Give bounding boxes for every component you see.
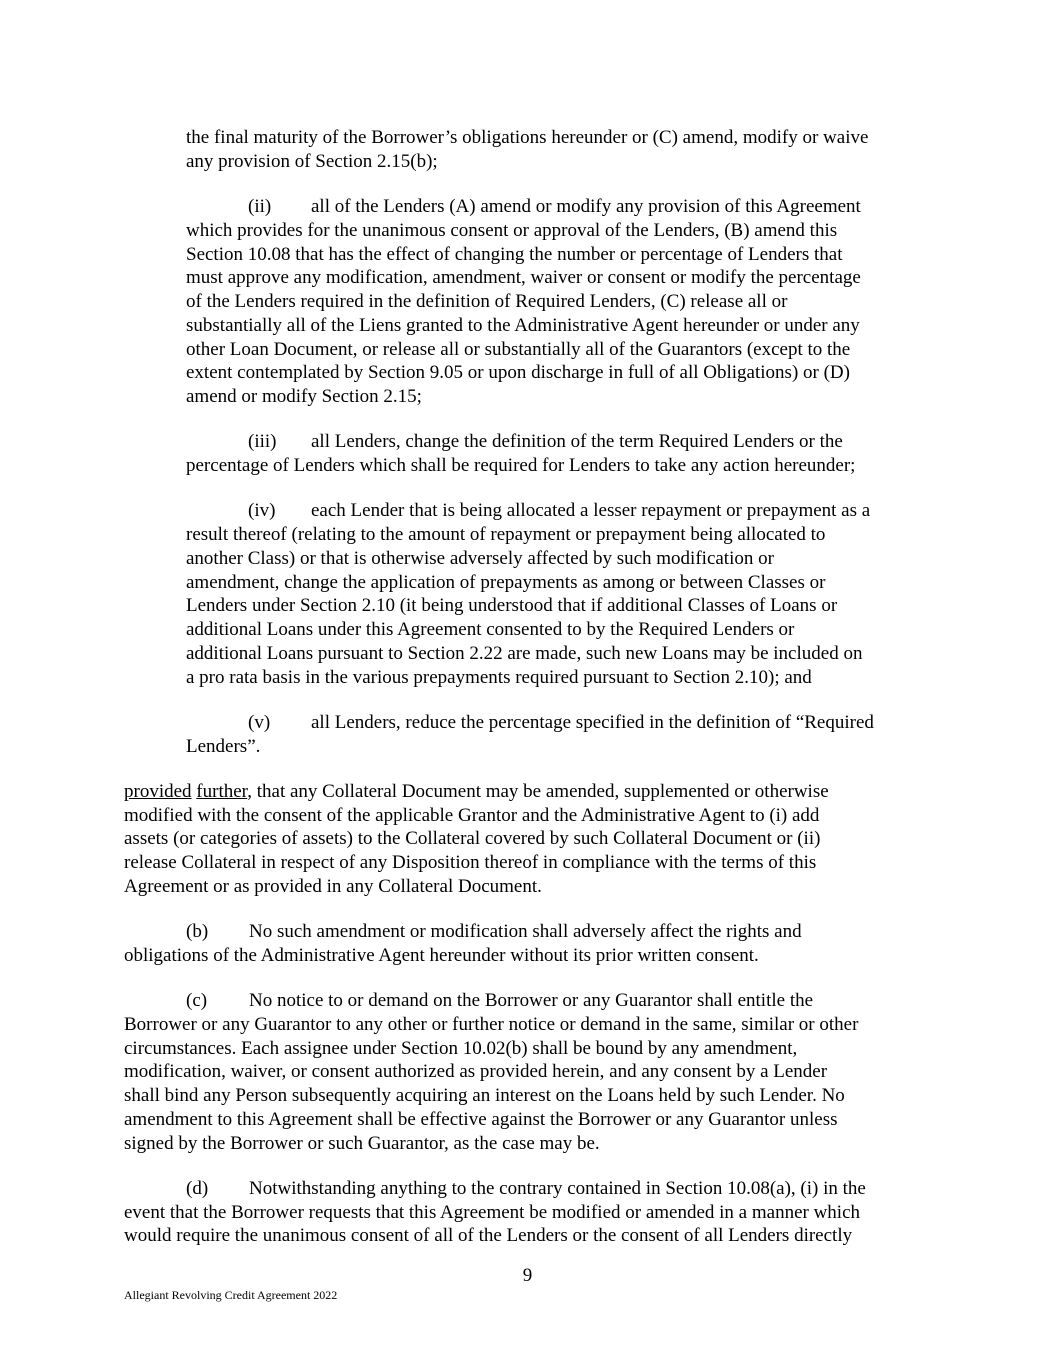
text-line bbox=[124, 243, 944, 267]
line-text: No such amendment or modification shall adversely affect the rights and bbox=[249, 921, 802, 942]
line-text: additional Loans pursuant to Section 2.22 are made, such new Loans may be included on bbox=[186, 642, 863, 664]
line-text: would require the unanimous consent of all of the Lenders or the consent of all Lenders directly bbox=[124, 1225, 853, 1247]
proviso-text: , that any Collateral Document may be amended, supplemented or otherwise bbox=[247, 780, 829, 802]
text-line bbox=[124, 804, 944, 828]
text-line bbox=[124, 827, 944, 851]
document-body bbox=[124, 126, 944, 1270]
text-line bbox=[124, 1177, 944, 1201]
line-text: Section 10.08 that has the effect of changing the number or percentage of Lenders that bbox=[186, 243, 843, 265]
line-text: circumstances. Each assignee under Section 10.02(b) shall be bound by any amendment, bbox=[124, 1037, 798, 1059]
text-line bbox=[124, 851, 944, 875]
text-line bbox=[124, 499, 944, 523]
clause-label: (d) bbox=[186, 1177, 209, 1199]
text-line bbox=[124, 314, 944, 338]
clause-label: (iii) bbox=[248, 431, 277, 453]
line-text: percentage of Lenders which shall be required for Lenders to take any action hereunder; bbox=[186, 455, 856, 476]
text-line bbox=[124, 1201, 944, 1225]
text-line bbox=[124, 711, 944, 735]
line-text: No notice to or demand on the Borrower or any Guarantor shall entitle the bbox=[249, 990, 814, 1011]
clause-label: (ii) bbox=[248, 196, 272, 217]
text-line bbox=[124, 780, 944, 804]
text-line bbox=[124, 523, 944, 547]
text-line bbox=[124, 1108, 944, 1132]
page-number: 9 bbox=[522, 1265, 533, 1286]
line-text: extent contemplated by Section 9.05 or upon discharge in full of all Obligations) or (D) bbox=[186, 362, 850, 384]
clause-label: (v) bbox=[248, 711, 271, 733]
text-line bbox=[124, 361, 944, 385]
line-text: release Collateral in respect of any Disposition thereof in compliance with the terms of this bbox=[124, 852, 817, 873]
clause-label: (c) bbox=[186, 990, 208, 1011]
line-text: which provides for the unanimous consent or approval of the Lenders, (B) amend this bbox=[186, 219, 838, 241]
text-line bbox=[124, 150, 944, 174]
text-line bbox=[124, 290, 944, 314]
text-line bbox=[124, 618, 944, 642]
line-text: shall bind any Person subsequently acquiring an interest on the Loans held by such Lender. No bbox=[124, 1085, 845, 1106]
paragraph bbox=[124, 780, 944, 899]
line-text: modification, waiver, or consent authorized as provided herein, and any consent by a Lender bbox=[124, 1061, 828, 1083]
line-text: any provision of Section 2.15(b); bbox=[186, 150, 438, 172]
text-line bbox=[124, 454, 944, 478]
line-text: of the Lenders required in the definition of Required Lenders, (C) release all or bbox=[186, 291, 788, 312]
text-line bbox=[124, 1060, 944, 1084]
paragraph bbox=[124, 195, 944, 409]
text-line bbox=[124, 266, 944, 290]
line-text: event that the Borrower requests that this Agreement be modified or amended in a manner which bbox=[124, 1201, 861, 1223]
paragraph bbox=[124, 430, 944, 478]
line-text: Notwithstanding anything to the contrary contained in Section 10.08(a), (i) in the bbox=[249, 1177, 866, 1199]
text-line bbox=[124, 1037, 944, 1061]
line-text: assets (or categories of assets) to the Collateral covered by such Collateral Document or (ii) bbox=[124, 828, 821, 850]
text-line bbox=[124, 385, 944, 409]
paragraph bbox=[124, 499, 944, 689]
paragraph bbox=[124, 920, 944, 968]
text-line bbox=[124, 920, 944, 944]
text-line bbox=[124, 642, 944, 666]
text-line bbox=[124, 594, 944, 618]
line-text: result thereof (relating to the amount of repayment or prepayment being allocated to bbox=[186, 524, 826, 545]
line-text: Lenders”. bbox=[186, 735, 261, 757]
paragraph bbox=[124, 711, 944, 759]
line-text: the final maturity of the Borrower’s obligations hereunder or (C) amend, modify or waive bbox=[186, 127, 869, 148]
text-line bbox=[124, 944, 944, 968]
line-text: amend or modify Section 2.15; bbox=[186, 386, 422, 407]
text-line bbox=[124, 338, 944, 362]
line-text: Agreement or as provided in any Collateral Document. bbox=[124, 875, 542, 897]
line-text: each Lender that is being allocated a lesser repayment or prepayment as a bbox=[311, 500, 871, 522]
line-text: all Lenders, reduce the percentage specified in the definition of “Required bbox=[311, 711, 874, 733]
proviso-term: further bbox=[196, 780, 248, 802]
line-text: Lenders under Section 2.10 (it being understood that if additional Classes of Loans or bbox=[186, 595, 838, 617]
line-text: another Class) or that is otherwise adversely affected by such modification or bbox=[186, 547, 774, 569]
line-text: other Loan Document, or release all or substantially all of the Guarantors (except to the bbox=[186, 338, 851, 360]
line-text: substantially all of the Liens granted to the Administrative Agent hereunder or under any bbox=[186, 314, 860, 336]
text-line bbox=[124, 1084, 944, 1108]
text-line bbox=[124, 219, 944, 243]
paragraph bbox=[124, 989, 944, 1155]
proviso-term: provided bbox=[124, 780, 192, 802]
line-text: all Lenders, change the definition of the term Required Lenders or the bbox=[311, 431, 843, 453]
text-line bbox=[124, 1132, 944, 1156]
footer-title: Allegiant Revolving Credit Agreement 2022 bbox=[124, 1288, 338, 1302]
line-text: modified with the consent of the applicable Grantor and the Administrative Agent to (i) add bbox=[124, 804, 820, 826]
text-line bbox=[124, 1224, 944, 1248]
text-line bbox=[124, 571, 944, 595]
line-text: a pro rata basis in the various prepayments required pursuant to Section 2.10); and bbox=[186, 666, 812, 688]
clause-label: (iv) bbox=[248, 500, 276, 522]
text-line bbox=[124, 989, 944, 1013]
text-line bbox=[124, 195, 944, 219]
line-text: must approve any modification, amendment, waiver or consent or modify the percentage bbox=[186, 267, 861, 289]
clause-label: (b) bbox=[186, 921, 209, 942]
line-text: obligations of the Administrative Agent hereunder without its prior written consent. bbox=[124, 944, 759, 966]
line-text: amendment to this Agreement shall be effective against the Borrower or any Guarantor unless bbox=[124, 1108, 838, 1130]
text-line bbox=[124, 126, 944, 150]
text-line bbox=[124, 430, 944, 454]
text-line bbox=[124, 875, 944, 899]
line-text: amendment, change the application of prepayments as among or between Classes or bbox=[186, 571, 826, 593]
text-line bbox=[124, 735, 944, 759]
text-line bbox=[124, 547, 944, 571]
text-line bbox=[124, 666, 944, 690]
line-text: Borrower or any Guarantor to any other or further notice or demand in the same, similar or other bbox=[124, 1013, 859, 1035]
text-line bbox=[124, 1013, 944, 1037]
paragraph bbox=[124, 126, 944, 174]
line-text: signed by the Borrower or such Guarantor, as the case may be. bbox=[124, 1132, 600, 1154]
paragraph bbox=[124, 1177, 944, 1248]
line-text: all of the Lenders (A) amend or modify any provision of this Agreement bbox=[311, 196, 861, 217]
line-text: additional Loans under this Agreement consented to by the Required Lenders or bbox=[186, 619, 795, 640]
